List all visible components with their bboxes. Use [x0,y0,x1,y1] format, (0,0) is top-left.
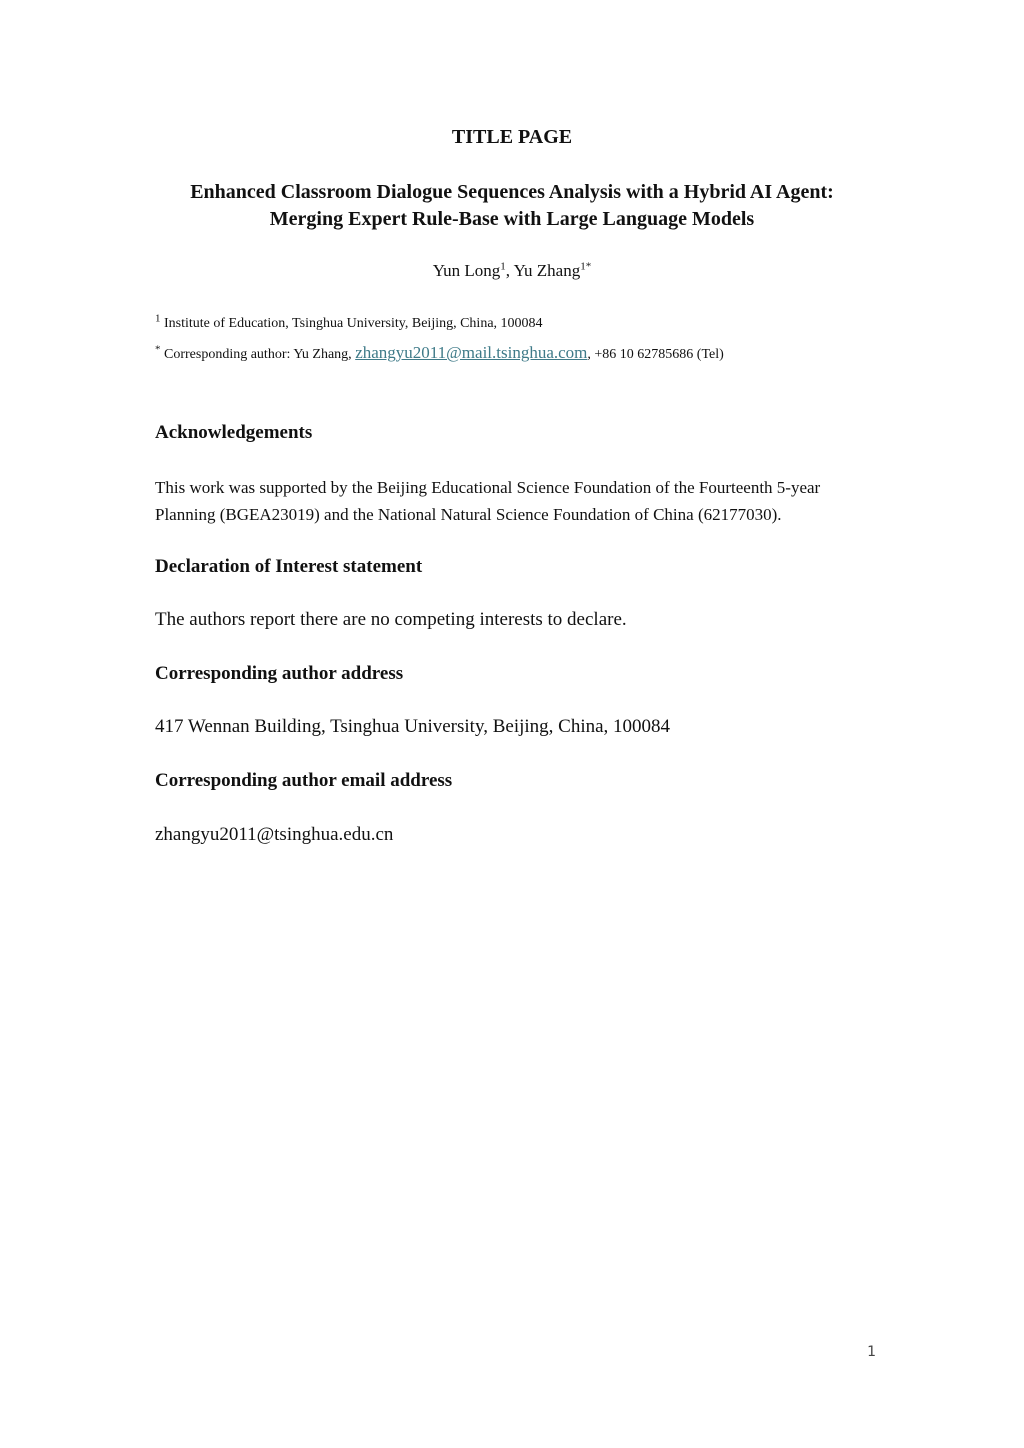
declaration-heading: Declaration of Interest statement [155,556,423,577]
corresponding-author-note [155,343,724,363]
email-heading: Corresponding author email address [155,770,453,791]
address-heading: Corresponding author address [155,663,404,684]
corresponding-suffix: , +86 10 62785686 (Tel) [587,347,724,362]
paper-title-line-1: Enhanced Classroom Dialogue Sequences Analysis with a Hybrid AI Agent: [190,181,834,203]
paper-title-line-2: Merging Expert Rule-Base with Large Language Models [269,208,755,230]
page-number: 1 [867,1344,876,1360]
page-heading: TITLE PAGE [451,126,573,148]
author-name-2: Yu Zhang [513,261,581,280]
acknowledgements-heading: Acknowledgements [155,422,313,443]
affiliation-text-1: Institute of Education, Tsinghua University, Beijing, China, 100084 [160,316,543,331]
paper-title [0,179,1024,233]
author-separator: , [505,261,514,280]
corresponding-email-link[interactable]: zhangyu2011@mail.tsinghua.com [355,343,588,362]
declaration-body: The authors report there are no competing interests to declare. [155,609,627,630]
email-body: zhangyu2011@tsinghua.edu.cn [155,824,394,845]
corresponding-prefix: Corresponding author: Yu Zhang, [160,347,356,362]
acknowledgements-body: This work was supported by the Beijing Educational Science Foundation of the Fourteenth 5-year Planning (BGEA23019) and the National Natural Science Foundation of China (62177030). [155,478,821,524]
address-body: 417 Wennan Building, Tsinghua University, Beijing, China, 100084 [155,716,671,737]
corresponding-mark: * [155,343,161,356]
affiliation-1 [155,312,543,332]
author-name-1: Yun Long [432,261,501,280]
author-list [0,261,1024,281]
author-mark-1: 1 [500,260,506,273]
affiliation-mark-1: 1 [155,312,161,325]
author-mark-2: 1* [580,260,592,273]
